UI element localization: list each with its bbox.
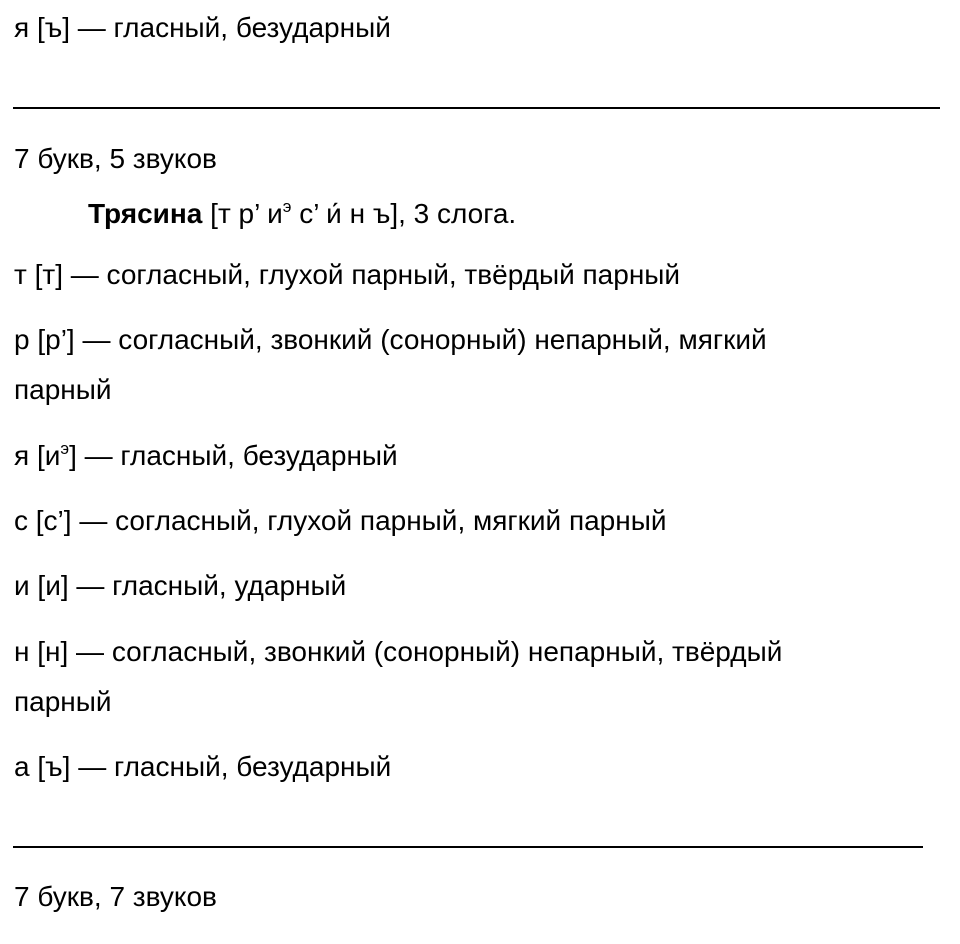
sound-line-i: и [и] — гласный, ударный bbox=[14, 570, 347, 601]
transcription-part-1: [т р’ и bbox=[202, 198, 283, 229]
transcription-part-2: с’ и́ н ъ], 3 слога. bbox=[291, 198, 517, 229]
letters-sounds-summary-1: 7 букв, 5 звуков bbox=[14, 143, 217, 174]
ya-part-2: ] — гласный, безударный bbox=[69, 440, 398, 471]
sound-line-r-2: парный bbox=[14, 374, 112, 405]
ya-part-1: я [и bbox=[14, 440, 61, 471]
sound-line-ya-prev: я [ъ] — гласный, безударный bbox=[14, 12, 391, 43]
ya-superscript: э bbox=[60, 439, 70, 458]
transcription-superscript: э bbox=[282, 197, 292, 216]
sound-line-s: с [с’] — согласный, глухой парный, мягкий парный bbox=[14, 505, 667, 536]
sound-line-t: т [т] — согласный, глухой парный, твёрдый парный bbox=[14, 259, 681, 290]
sound-line-ya bbox=[14, 439, 398, 473]
word-header bbox=[88, 197, 516, 231]
sound-line-n-1: н [н] — согласный, звонкий (сонорный) непарный, твёрдый bbox=[14, 636, 783, 667]
word-title: Трясина bbox=[88, 198, 203, 229]
divider-2 bbox=[13, 846, 923, 848]
sound-line-a: а [ъ] — гласный, безударный bbox=[14, 751, 392, 782]
sound-line-n-2: парный bbox=[14, 686, 112, 717]
divider-1 bbox=[13, 107, 940, 109]
sound-line-r-1: р [р’] — согласный, звонкий (сонорный) непарный, мягкий bbox=[14, 324, 767, 355]
letters-sounds-summary-2: 7 букв, 7 звуков bbox=[14, 881, 217, 912]
